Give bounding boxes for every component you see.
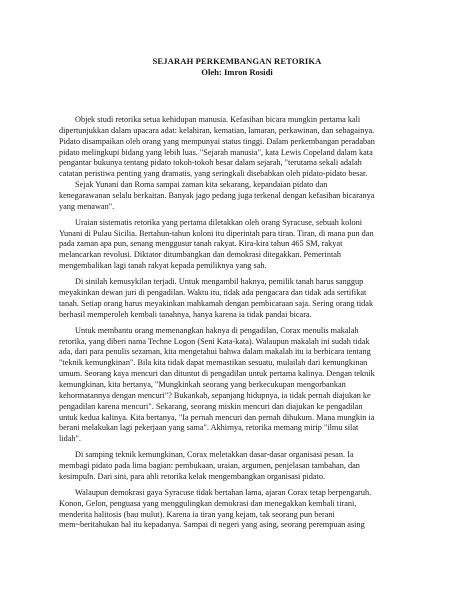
text-line: Di samping teknik kemungkinan, Corax meletakkan dasar-dasar organisasi pesan. Ia	[75, 450, 354, 460]
text-line: mem~beritahukan hal itu kepadanya. Sampai di negeri yang asing, seorang perempuan asing	[59, 520, 365, 530]
text-line: "teknik kemungkinan". Bila kita tidak dapat memastikan sesuatu, mulailah dari kemungkinan	[59, 358, 368, 368]
text-line: retorika, yang diberi nama Techne Logon (Seni Kata-kata). Walaupun makalah ini sudah tidak	[59, 336, 370, 346]
text-line: pada zaman apa pun, senang menggusur tanah rakyat. Kira-kira tahun 465 SM, rakyat	[59, 239, 343, 249]
text-line: Objek studi retorika setua kehidupan manusia. Kefasihan bicara mungkin pertama kali	[75, 115, 361, 124]
document-title: SEJARAH PERKEMBANGAN RETORIKA	[152, 56, 322, 66]
text-line: Walaupun demokrasi gaya Syracuse tidak bertahan lama, ajaran Corax tetap berpengaruh.	[75, 487, 372, 497]
text-line: kehormatannya dengan mencuri"? Bukankah, sepanjang hidupnya, ia tidak pernah diajukan ke	[59, 390, 371, 400]
text-line: Pidato disampaikan oleh orang yang mempunyai status tinggi. Dalam perkembangan peradaban	[59, 136, 375, 146]
text-line: tanah. Setiap orang harus meyakinkan mahkamah dengan pembicaraan saja. Sering orang tidak	[59, 298, 374, 308]
text-line: Sejak Yunani dan Roma sampai zaman kita sekarang, kepandaian pidato dan	[75, 180, 328, 190]
text-line: kesimpuln. Dari sini, para ahli retorika kelak mengembangkan organisasi pidato.	[59, 471, 326, 481]
text-line: pidato melingkupi bidang yang lebih luas. "Sejarah manusia", kata Lewis Copeland dalam kata	[59, 147, 373, 157]
text-line: melancarkan revolusi. Diktator ditumbangkan dan demokrasi ditegakkan. Pemerintah	[59, 250, 342, 260]
text-line: kemungkinan, kita bertanya, "Mungkinkah seorang yang berkecukupan mengorbankan	[59, 379, 346, 389]
text-line: pengantar bukunya tentang pidato tokoh-tokoh besar dalam sejarah, "terutama sekali adalah	[59, 158, 362, 168]
paragraph-3	[59, 218, 419, 272]
text-line: Yunani di Pulau Sicilia. Bertahun-tahun koloni itu diperintah para tiran. Tiran, di mana pun dan	[59, 228, 374, 238]
text-line: menderita halitosis (bau mulut). Karena ia tiran yang kejam, tak seorang pun berani	[59, 509, 335, 519]
paragraph-1	[59, 115, 419, 180]
document-author: Oleh: Imron Rosidi	[201, 67, 273, 77]
text-line: dipertunjukkan dalam upacara adat: kelahiran, kematian, lamaran, perkawinan, dan sebagainya.	[59, 125, 375, 135]
text-line: catatan peristiwa penting yang dramatis, yang seringkali disebabkan oleh pidato-pidato besar.	[59, 169, 368, 179]
paragraph-7	[59, 488, 419, 531]
text-line: Konon, Gelon, penguasa yang menggulingkan demokrasi dan menegakkan kembali tirani,	[59, 498, 357, 508]
text-line: mengembalikan lagi tanah rakyat kepada pemiliknya yang sah.	[59, 261, 267, 271]
paragraph-4	[59, 277, 419, 320]
text-line: berani melakukan lagi pekerjaan yang sama". Akhirnya, retorika memang mirip "ilmu silat	[59, 423, 359, 433]
text-line: membagi pidato pada lima bagian: pembukaan, uraian, argumen, penjelasan tambahan, dan	[59, 461, 360, 471]
paragraph-5	[59, 326, 419, 445]
text-line: yang menawan".	[59, 201, 115, 211]
text-line: untuk kedua kalinya. Kita bertanya, "Ia pernah mencuri dan pernah dihukum. Mana mungkin ia	[59, 412, 375, 422]
text-line: Uraian sistematis retorika yang pertama diletakkan oleh orang Syracuse, sebuah koloni	[75, 217, 363, 227]
text-line: Di sinilah kemusykilan terjadi. Untuk mengambil haknya, pemilik tanah harus sanggup	[75, 277, 364, 287]
text-line: Untuk membantu orang memenangkan haknya di pengadilan, Corax menulis makalah	[75, 325, 359, 335]
document-body	[59, 115, 419, 537]
text-line: umum. Seorang kaya mencuri dan dituntut di pengadilan untuk pertama kalinya. Dengan teknik	[59, 369, 375, 379]
text-line: ada, dari para penulis sezaman, kita mengetahui bahwa dalam makalah itu ia berbicara tentang	[59, 347, 371, 357]
paragraph-6	[59, 450, 419, 483]
text-line: lidah".	[59, 434, 81, 444]
text-line: pengadilan karena mencuri". Sekarang, seorang miskin mencuri dan diajukan ke pengadilan	[59, 401, 363, 411]
paragraph-2	[59, 180, 419, 213]
text-line: berhasil memperoleh kembali tanahnya, hanya karena ia tidak pandai bicara.	[59, 309, 312, 319]
text-line: kenegarawanan selalu berkaitan. Banyak jago pedang juga terkenal dengan kefasihan bicaranya	[59, 190, 375, 200]
text-line: meyakinkan dewan juri di pengadilan. Waktu itu, tidak ada pengacara dan tidak ada sertifikat	[59, 288, 367, 298]
